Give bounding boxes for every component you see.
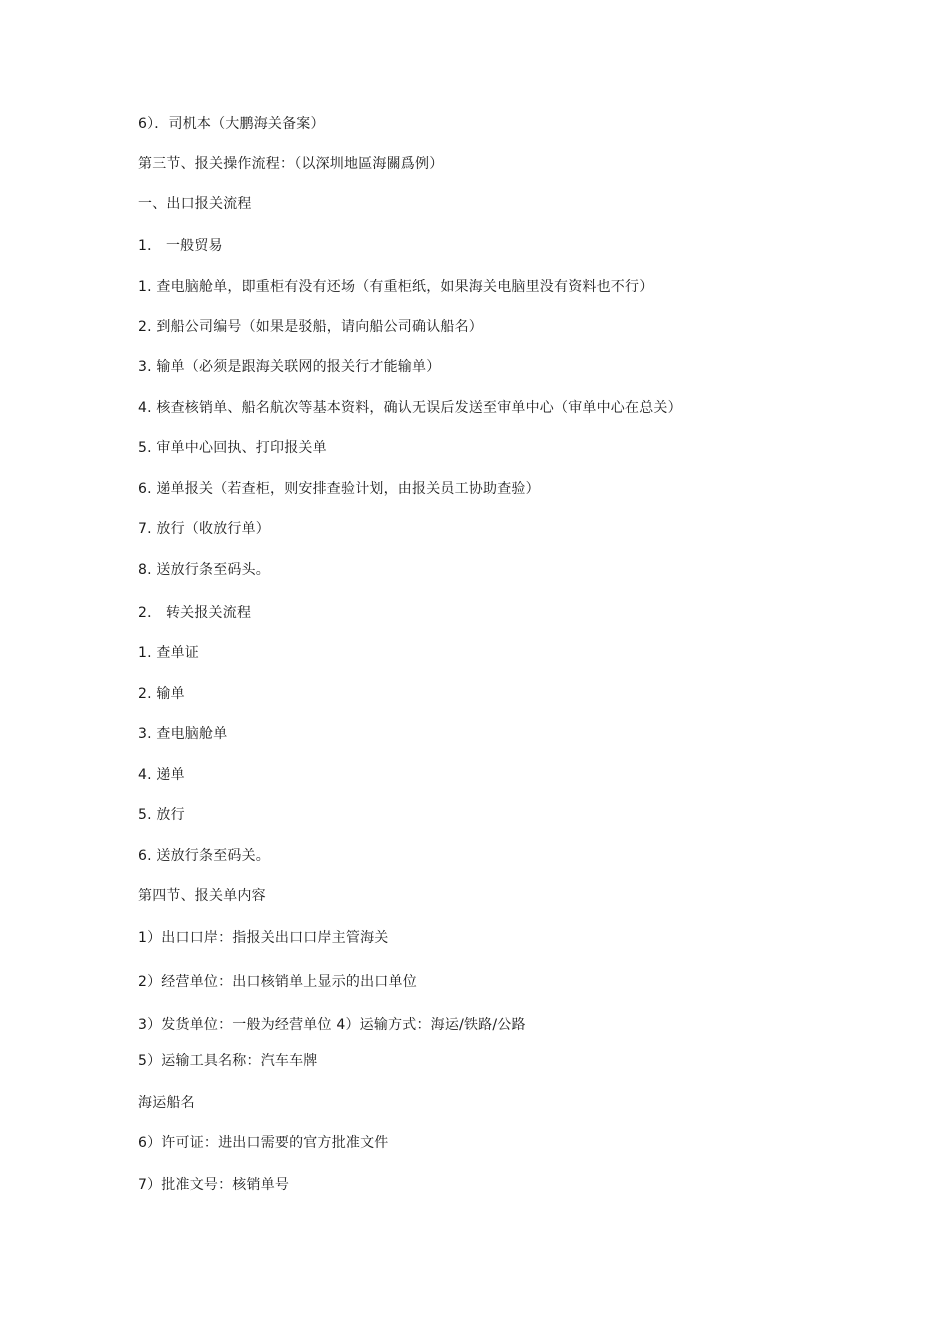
list-item: 3）发货单位：一般为经营单位 4）运输方式：海运/铁路/公路 <box>138 1017 526 1033</box>
list-item: 4. 核查核销单、船名航次等基本资料，确认无误后发送至审单中心（审单中心在总关） <box>138 400 682 416</box>
list-item: 6. 递单报关（若查柜，则安排查验计划，由报关员工协助查验） <box>138 481 540 497</box>
list-item: 3. 输单（必须是跟海关联网的报关行才能输单） <box>138 359 441 375</box>
list-item: 6. 送放行条至码关。 <box>138 848 271 864</box>
list-item: 2）经营单位：出口核销单上显示的出口单位 <box>138 974 417 990</box>
list-item: 6）许可证：进出口需要的官方批准文件 <box>138 1135 389 1151</box>
section-heading: 第四节、报关单内容 <box>138 888 266 904</box>
list-item: 1）出口口岸：指报关出口口岸主管海关 <box>138 930 389 946</box>
text-line: 海运船名 <box>138 1095 195 1111</box>
list-item: 8. 送放行条至码头。 <box>138 562 271 578</box>
list-item: 4. 递单 <box>138 767 185 783</box>
list-item: 1. 查电脑舱单，即重柜有没有还场（有重柜纸，如果海关电脑里没有资料也不行） <box>138 279 654 295</box>
list-item: 5. 审单中心回执、打印报关单 <box>138 440 327 456</box>
list-item: 3. 查电脑舱单 <box>138 726 228 742</box>
text-line: 6）．司机本（大鹏海关备案） <box>138 116 325 132</box>
section-heading: 第三节、报关操作流程：（以深圳地區海關爲例） <box>138 156 444 172</box>
subsection-heading: 一、出口报关流程 <box>138 196 252 212</box>
list-item: 5. 放行 <box>138 807 185 823</box>
list-item: 2. 输单 <box>138 686 185 702</box>
list-item: 5）运输工具名称：汽车车牌 <box>138 1053 318 1069</box>
list-heading: 2． 转关报关流程 <box>138 605 252 621</box>
list-item: 1. 查单证 <box>138 645 200 661</box>
list-item: 7）批准文号：核销单号 <box>138 1177 290 1193</box>
list-item: 7. 放行（收放行单） <box>138 521 271 537</box>
list-item: 2. 到船公司编号（如果是驳船，请向船公司确认船名） <box>138 319 484 335</box>
list-heading: 1． 一般贸易 <box>138 238 223 254</box>
